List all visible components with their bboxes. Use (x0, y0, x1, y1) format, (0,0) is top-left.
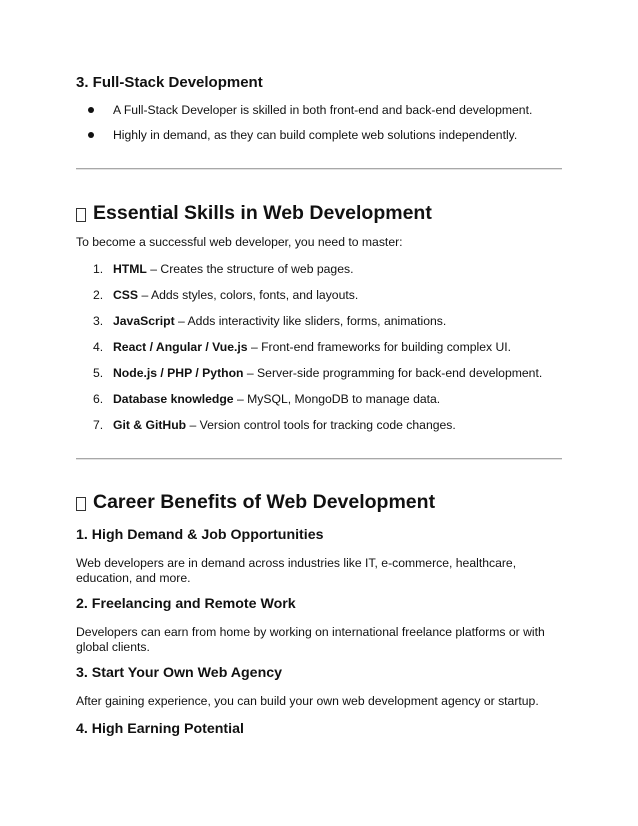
list-item (93, 314, 446, 328)
item-term: Database knowledge (113, 392, 234, 406)
section-divider (76, 168, 562, 170)
item-desc: – Adds interactivity like sliders, forms, animations. (174, 314, 447, 328)
item-number: 1. (93, 262, 104, 276)
career-sub3-body: After gaining experience, you can build your own web development agency or startup. (76, 694, 539, 708)
item-number: 7. (93, 418, 104, 432)
career-sub2-heading: 2. Freelancing and Remote Work (76, 596, 296, 612)
skills-heading-text: Essential Skills in Web Development (93, 202, 432, 224)
item-term: Git & GitHub (113, 418, 187, 432)
list-item (88, 103, 532, 117)
career-sub1-heading: 1. High Demand & Job Opportunities (76, 527, 324, 543)
item-term: React / Angular / Vue.js (113, 340, 248, 354)
item-desc: – Server-side programming for back-end development. (243, 366, 543, 380)
career-sub4-heading: 4. High Earning Potential (76, 721, 244, 737)
fullstack-heading: 3. Full-Stack Development (76, 74, 263, 91)
missing-glyph-icon (76, 208, 86, 222)
bullet-icon (88, 107, 94, 113)
skills-intro: To become a successful web developer, you need to master: (76, 235, 403, 249)
item-term: HTML (113, 262, 147, 276)
career-heading-text: Career Benefits of Web Development (93, 491, 436, 513)
item-desc: – Creates the structure of web pages. (146, 262, 354, 276)
section-divider (76, 458, 562, 460)
list-item (93, 392, 440, 406)
item-number: 6. (93, 392, 104, 406)
career-sub3-heading: 3. Start Your Own Web Agency (76, 665, 283, 681)
item-term: JavaScript (113, 314, 175, 328)
list-item (93, 340, 511, 354)
item-term: CSS (113, 288, 139, 302)
item-desc: – Adds styles, colors, fonts, and layouts. (138, 288, 359, 302)
item-number: 3. (93, 314, 104, 328)
bullet-icon (88, 132, 94, 138)
item-desc: – Front-end frameworks for building complex UI. (247, 340, 512, 354)
list-item (93, 418, 456, 432)
item-number: 5. (93, 366, 104, 380)
list-item (93, 366, 542, 380)
item-number: 2. (93, 288, 104, 302)
career-sub1-body: Web developers are in demand across industries like IT, e-commerce, healthcare, education, and more. (76, 556, 517, 585)
list-item (93, 288, 358, 302)
career-sub2-body: Developers can earn from home by working on international freelance platforms or with global clients. (76, 625, 545, 654)
skills-heading (76, 202, 432, 225)
item-term: Node.js / PHP / Python (113, 366, 244, 380)
career-heading (76, 491, 435, 514)
item-desc: – MySQL, MongoDB to manage data. (233, 392, 441, 406)
list-item (93, 262, 353, 276)
item-number: 4. (93, 340, 104, 354)
bullet-text: Highly in demand, as they can build complete web solutions independently. (113, 128, 518, 142)
missing-glyph-icon (76, 497, 86, 511)
list-item (88, 128, 517, 142)
item-desc: – Version control tools for tracking code changes. (186, 418, 456, 432)
bullet-text: A Full-Stack Developer is skilled in both front-end and back-end development. (113, 103, 533, 117)
